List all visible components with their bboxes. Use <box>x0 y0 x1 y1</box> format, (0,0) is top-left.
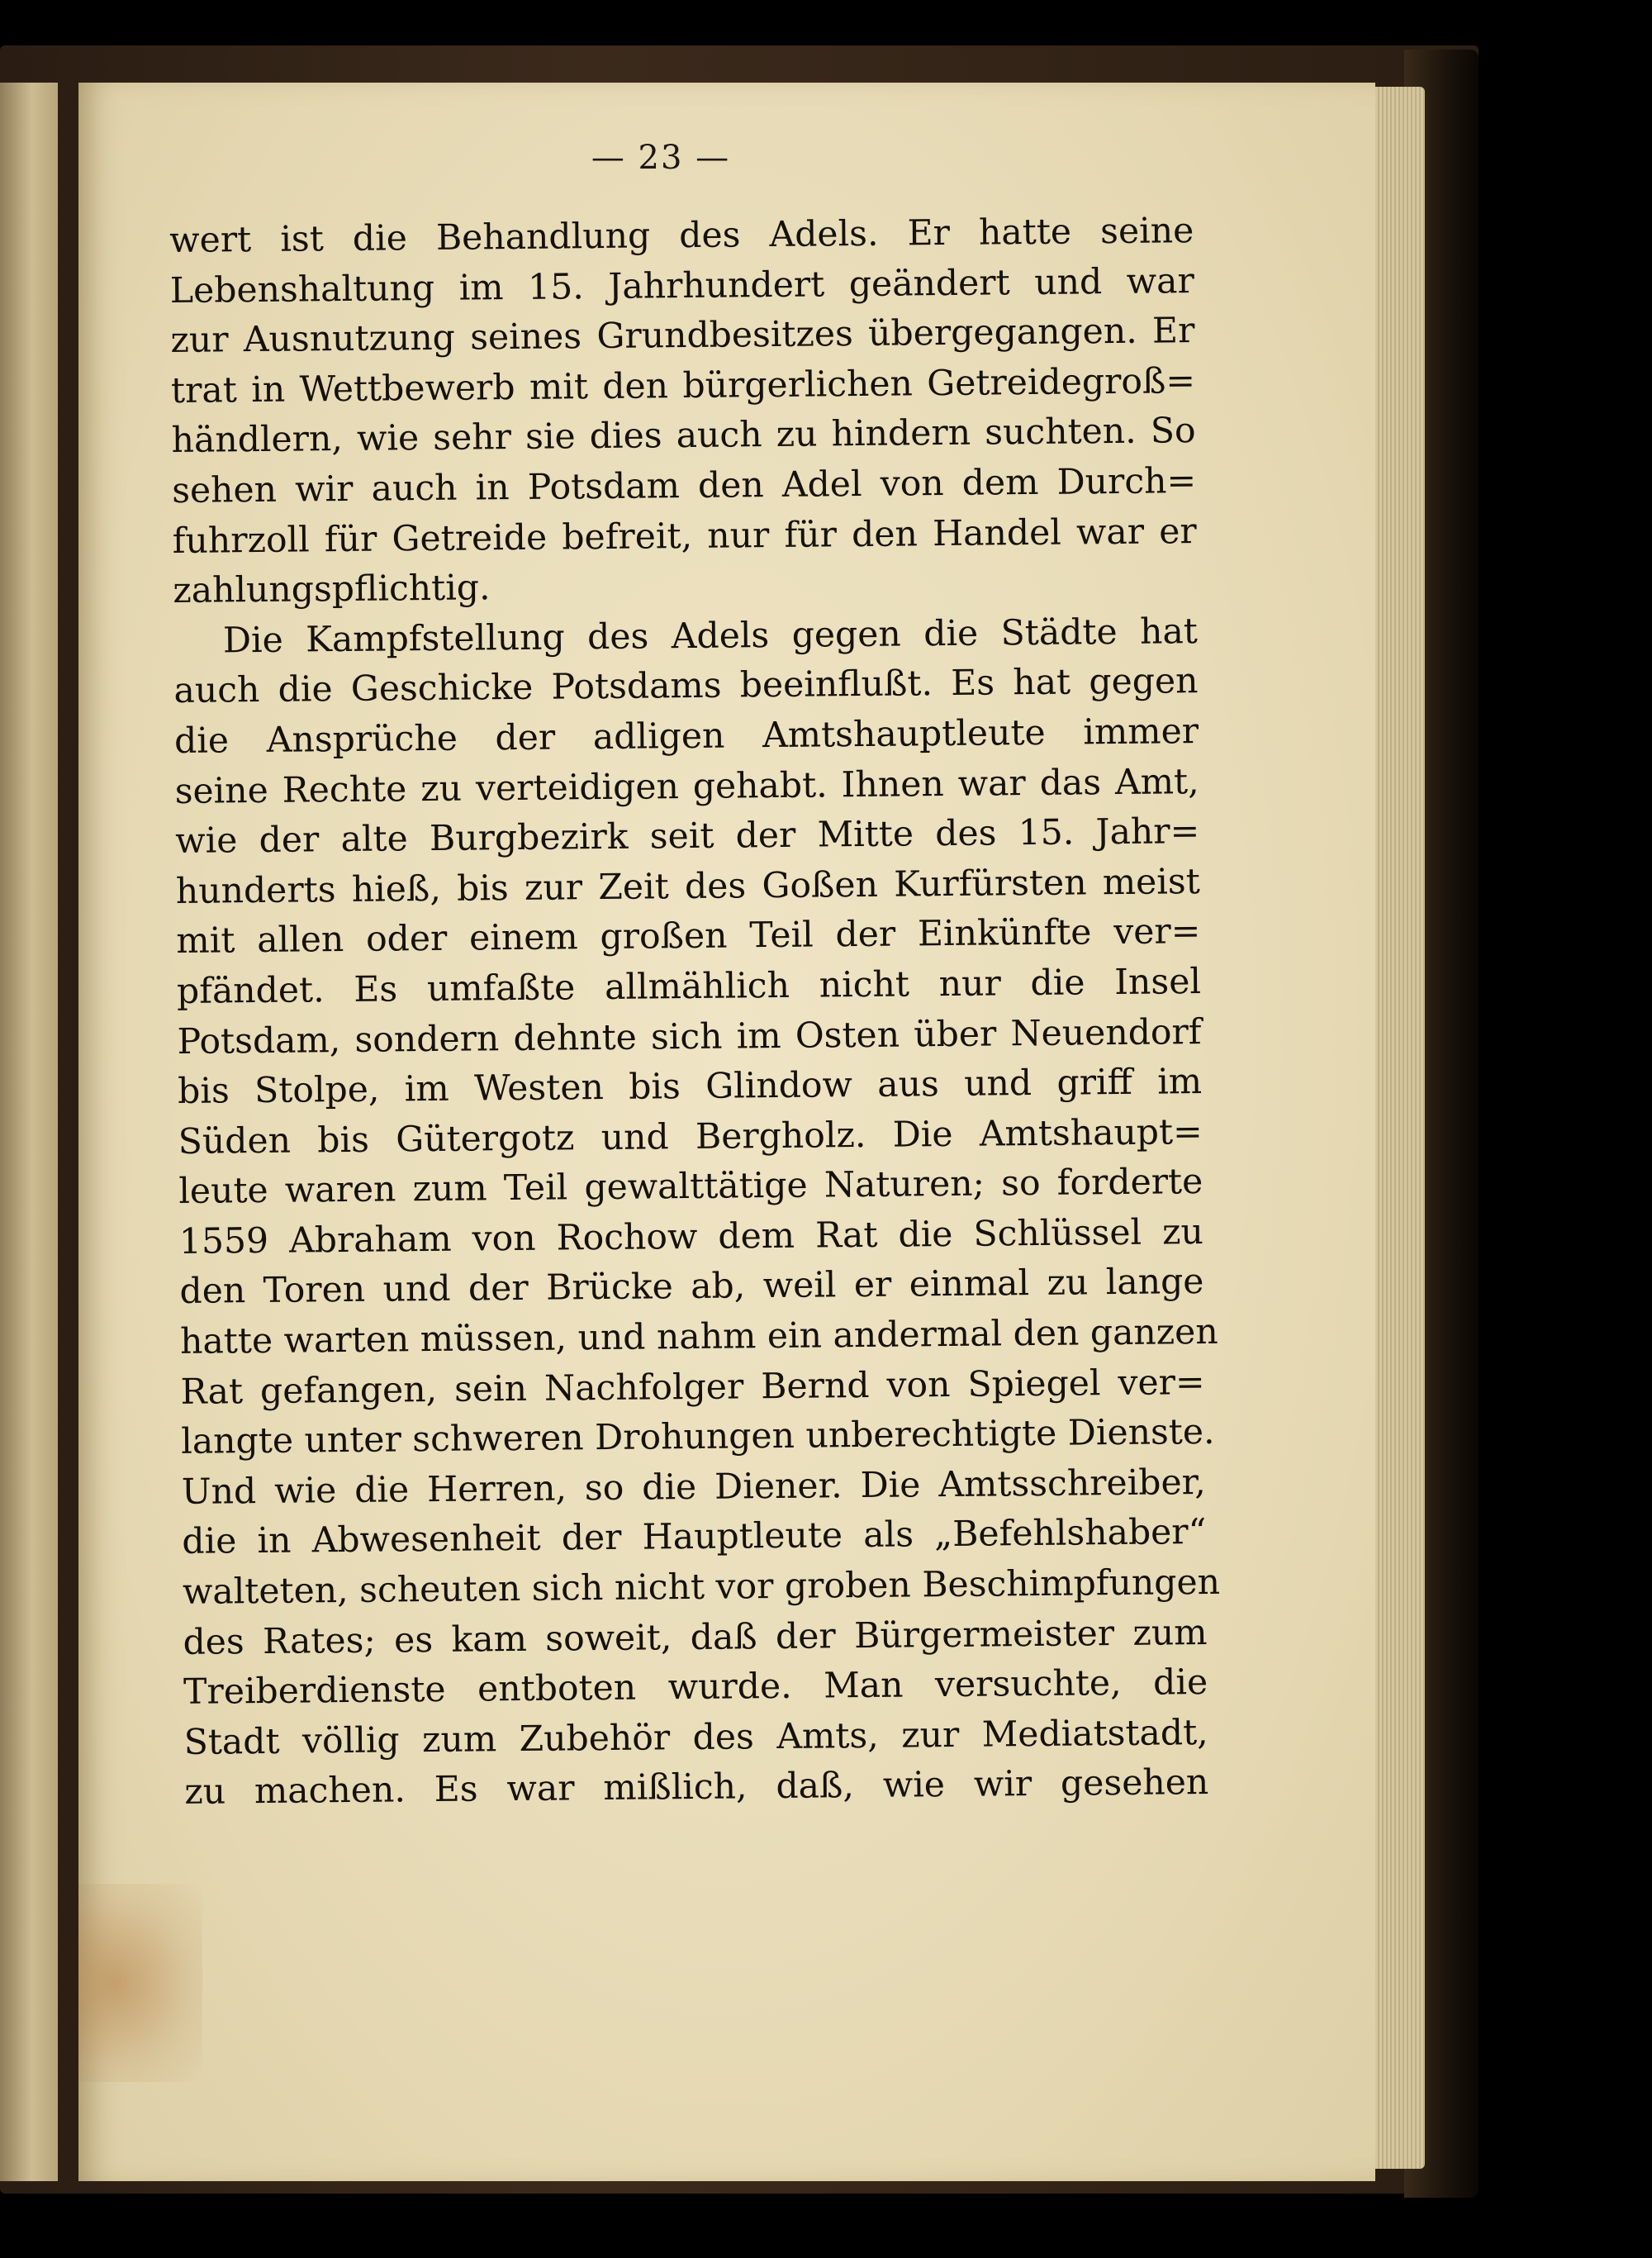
text-line: zu machen. Es war mißlich, daß, wie wir gesehen <box>184 1762 1209 1814</box>
text-line: Die Kampfstellung des Adels gegen die Städte hat <box>222 611 1199 662</box>
text-line: sehen wir auch in Potsdam den Adel von dem Durch= <box>171 461 1197 511</box>
text-line: zur Ausnutzung seines Grundbesitzes übergegangen. Er <box>170 311 1195 362</box>
text-line: bis Stolpe, im Westen bis Glindow aus und griff im <box>177 1062 1203 1113</box>
text-line: hatte warten müssen, und nahm ein andermal den ganzen <box>179 1311 1218 1362</box>
text-line: hunderts hieß, bis zur Zeit des Goßen Kurfürsten meist <box>175 861 1201 912</box>
text-line: die in Abwesenheit der Hauptleute als „Befehlshaber“ <box>182 1512 1207 1563</box>
text-line: Treiberdienste entboten wurde. Man versuchte, die <box>183 1662 1208 1714</box>
page-text <box>169 207 1221 1818</box>
page-number: — 23 — <box>591 139 731 177</box>
text-line: Lebenshaltung im 15. Jahrhundert geändert und war <box>169 260 1195 311</box>
text-line: Und wie die Herren, so die Diener. Die Amtsschreiber, <box>181 1462 1207 1513</box>
text-line: händlern, wie sehr sie dies auch zu hindern suchten. So <box>171 411 1196 462</box>
text-line: auch die Geschicke Potsdams beeinflußt. Es hat gegen <box>173 661 1199 712</box>
text-line: fuhrzoll für Getreide befreit, nur für den Handel war er <box>172 511 1197 562</box>
text-line: Rat gefangen, sein Nachfolger Bernd von Spiegel ver= <box>180 1362 1205 1413</box>
page-stain <box>78 1884 202 2082</box>
text-line: die Ansprüche der adligen Amtshauptleute immer <box>173 711 1199 762</box>
left-page-edge <box>0 83 58 2181</box>
text-line: walteten, scheuten sich nicht vor groben Beschimpfungen <box>182 1562 1221 1613</box>
text-line: pfändet. Es umfaßte allmählich nicht nur die Insel <box>176 961 1202 1012</box>
text-line: trat in Wettbewerb mit den bürgerlichen Getreidegroß= <box>170 360 1196 411</box>
text-line: wie der alte Burgbezirk seit der Mitte des 15. Jahr= <box>175 811 1200 863</box>
text-line: den Toren und der Brücke ab, weil er einmal zu lange <box>179 1262 1204 1313</box>
text-line: Potsdam, sondern dehnte sich im Osten über Neuendorf <box>177 1011 1202 1062</box>
text-line: 1559 Abraham von Rochow dem Rat die Schlüssel zu <box>178 1211 1204 1262</box>
text-line: Süden bis Gütergotz und Bergholz. Die Amtshaupt= <box>178 1111 1203 1162</box>
text-line: leute waren zum Teil gewalttätige Naturen; so forderte <box>178 1162 1203 1213</box>
text-line: wert ist die Behandlung des Adels. Er hatte seine <box>169 211 1194 261</box>
text-line: Stadt völlig zum Zubehör des Amts, zur Mediatstadt, <box>183 1712 1208 1763</box>
text-line: zahlungspflichtig. <box>173 568 491 612</box>
text-line: des Rates; es kam soweit, daß der Bürgermeister zum <box>183 1612 1208 1663</box>
text-line: mit allen oder einem großen Teil der Einkünfte ver= <box>176 911 1201 963</box>
text-line: langte unter schweren Drohungen unberechtigte Dienste. <box>181 1412 1215 1463</box>
text-line: seine Rechte zu verteidigen gehabt. Ihnen war das Amt, <box>174 761 1199 812</box>
